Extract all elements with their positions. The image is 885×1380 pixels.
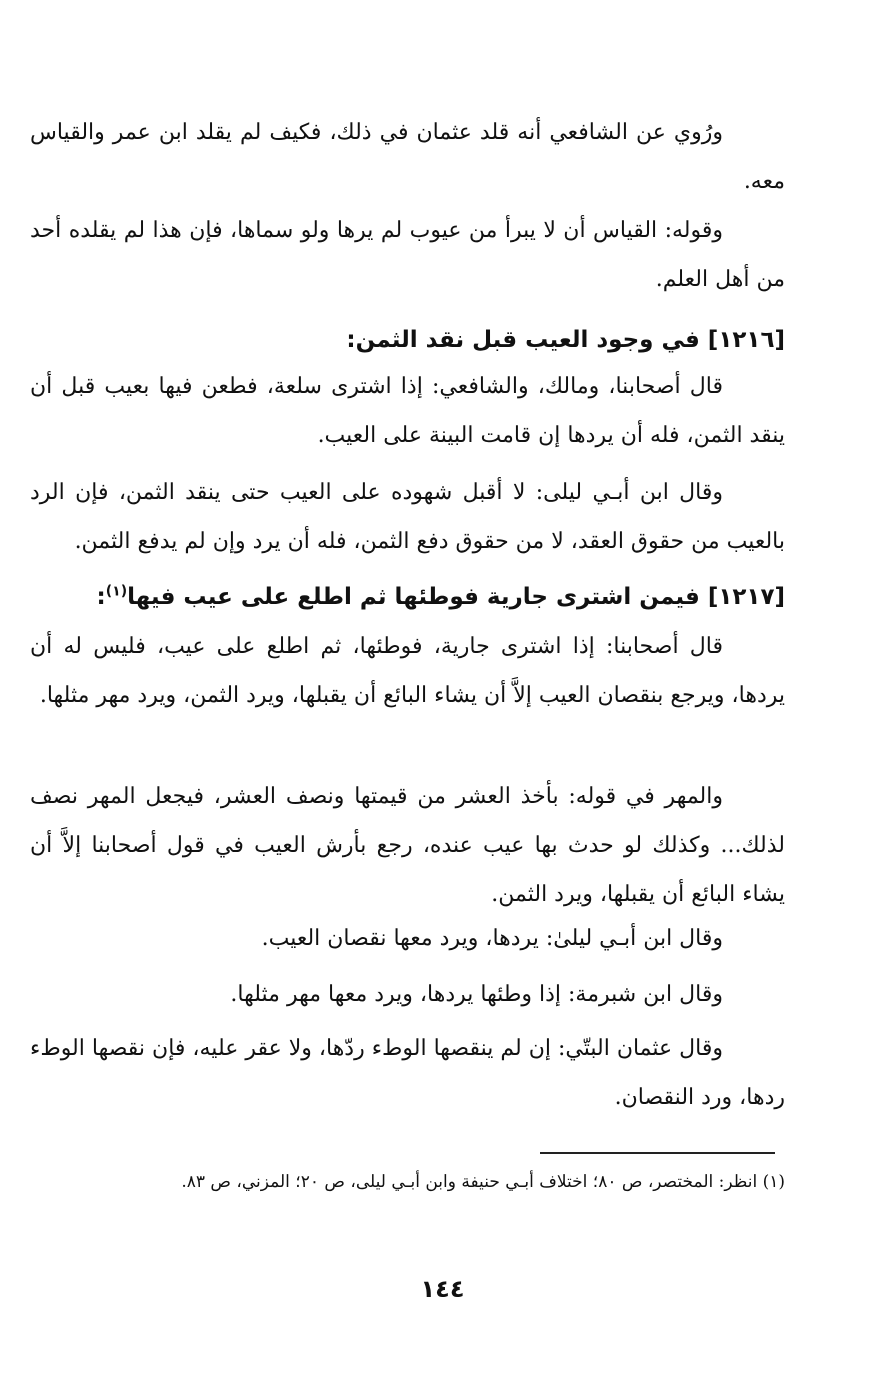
section-heading-1217 bbox=[30, 577, 785, 617]
page-number: ١٤٤ bbox=[420, 1275, 465, 1303]
section-heading-1216: [١٢١٦] في وجود العيب قبل نقد الثمن: bbox=[346, 327, 785, 353]
paragraph-1217-companions: قال أصحابنا: إذا اشترى جارية، فوطئها، ثم اطلع على عيب، فليس له أن يردها، ويرجع بنقصان العيب إلاَّ أن يشاء البائع أن يقبلها، ويرد الثمن، ويرد مهر مثلها. bbox=[30, 634, 785, 708]
footnote-1: (١) انظر: المختصر، ص ٨٠؛ اختلاف أبـي حنيفة وابن أبـي ليلى، ص ٢٠؛ المزني، ص ٨٣. bbox=[181, 1172, 785, 1192]
paragraph-1217-ibn-shubruma: وقال ابن شبرمة: إذا وطئها يردها، ويرد معها مهر مثلها. bbox=[230, 982, 723, 1007]
paragraph-qiyas-statement: وقوله: القياس أن لا يبرأ من عيوب لم يرها ولو سماها، فإن هذا لم يقلده أحد من أهل العلم. bbox=[30, 218, 785, 292]
paragraph-1217-ibn-abi-layla: وقال ابن أبـي ليلىٰ: يردها، ويرد معها نقصان العيب. bbox=[261, 926, 723, 951]
section-heading-1217-colon: : bbox=[96, 584, 106, 610]
footnote-reference[interactable]: (١) bbox=[105, 583, 128, 600]
paragraph-1216-companions: قال أصحابنا، ومالك، والشافعي: إذا اشترى سلعة، فطعن فيها بعيب قبل أن ينقد الثمن، فله أن يردها إن قامت البينة على العيب. bbox=[30, 374, 785, 448]
footnote-separator bbox=[540, 1152, 775, 1154]
section-heading-1217-text: [١٢١٧] فيمن اشترى جارية فوطئها ثم اطلع على عيب فيها bbox=[127, 584, 785, 610]
paragraph-1216-ibn-abi-layla: وقال ابن أبـي ليلى: لا أقبل شهوده على العيب حتى ينقد الثمن، فإن الرد بالعيب من حقوق العقد، لا من حقوق دفع الثمن، فله أن يرد وإن لم يدفع الثمن. bbox=[30, 480, 785, 554]
paragraph-1217-mahr: والمهر في قوله: بأخذ العشر من قيمتها ونصف العشر، فيجعل المهر نصف لذلك... وكذلك لو حدث بها عيب عنده، رجع بأرش العيب في قول أصحابنا إلاَّ أن يشاء البائع أن يقبلها، ويرد الثمن. bbox=[30, 784, 785, 907]
paragraph-shafii-report: ورُوي عن الشافعي أنه قلد عثمان في ذلك، فكيف لم يقلد ابن عمر والقياس معه. bbox=[30, 120, 785, 194]
paragraph-1217-uthman-albatti: وقال عثمان البتّي: إن لم ينقصها الوطء ردّها، ولا عقر عليه، فإن نقصها الوطء ردها، ورد النقصان. bbox=[30, 1036, 785, 1110]
